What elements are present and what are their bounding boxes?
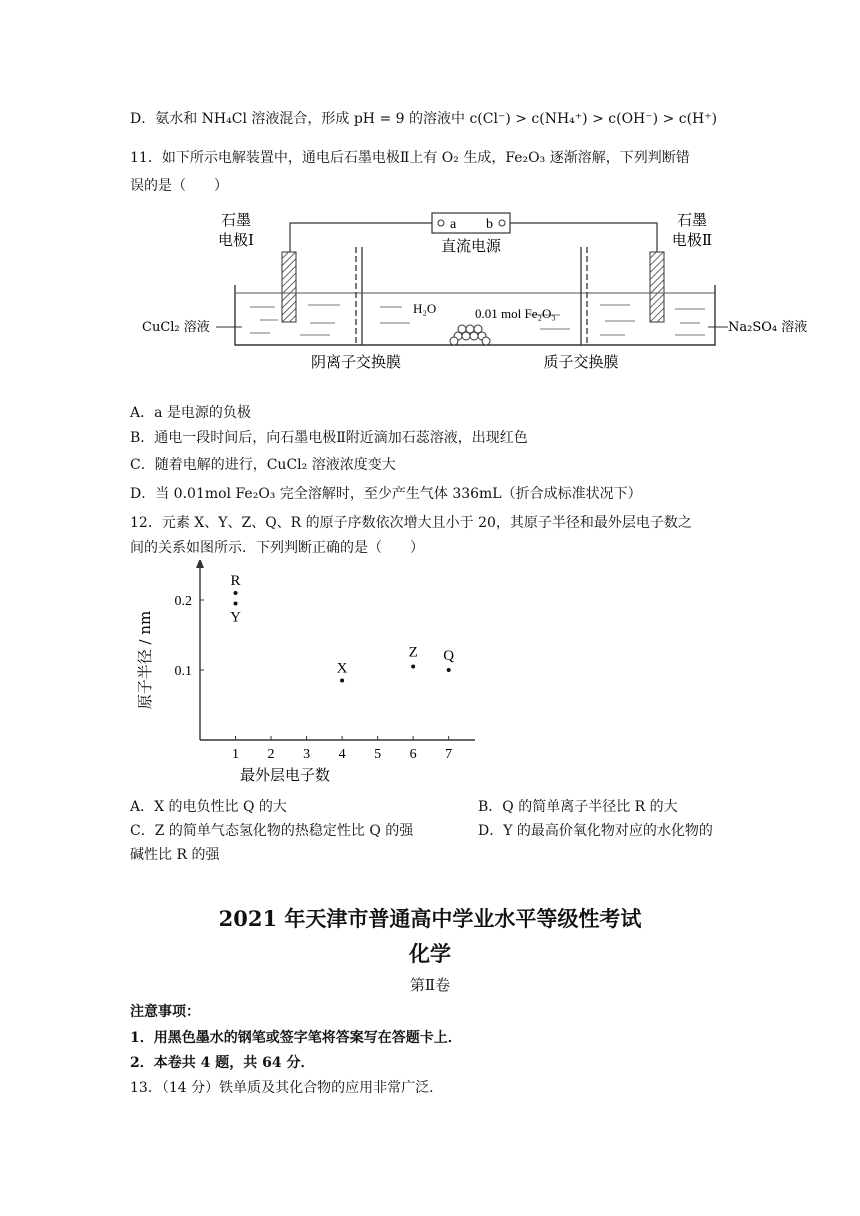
q13-stem: 13．（14 分）铁单质及其化合物的应用非常广泛． (130, 1080, 444, 1096)
y-axis-arrow (196, 560, 204, 568)
subject-title: 化学 (409, 941, 451, 966)
point-label-R: R (230, 573, 241, 589)
y-axis-label: 原子半径 / nm (136, 610, 154, 710)
notice-item-1: 1．用黑色墨水的钢笔或签字笔将答案写在答题卡上． (130, 1030, 462, 1046)
water-label: H₂O (413, 301, 437, 316)
x-tick-label: 2 (267, 747, 275, 762)
fe2o3-particles (450, 325, 490, 345)
q12-option-a: A．X 的电负性比 Q 的大 (130, 799, 287, 815)
q12-option-d: D．Y 的最高价氧化物对应的水化物的 (478, 823, 713, 839)
point-label-Z: Z (408, 644, 418, 661)
point-X (340, 679, 344, 683)
x-tick-label: 7 (445, 747, 453, 762)
right-solution-label: Na₂SO₄ 溶液 (728, 320, 808, 335)
y-tick-label: 0.2 (174, 594, 192, 609)
electrode1-label-line2: 电极Ⅰ (218, 231, 254, 249)
fe2o3-label: 0.01 mol Fe₂O₃ (475, 306, 556, 321)
x-tick-label: 4 (338, 747, 346, 762)
power-terminal-a: a (450, 217, 457, 232)
x-tick-label: 1 (232, 747, 240, 762)
x-tick-label: 3 (303, 747, 311, 762)
x-axis-label: 最外层电子数 (239, 766, 331, 784)
electrode2-label-line2: 电极Ⅱ (671, 231, 713, 249)
x-tick-label: 6 (409, 747, 417, 762)
q12-stem-line2: 间的关系如图所示．下列判断正确的是（ ） (130, 540, 424, 556)
electrode1-label-line1: 石墨 (220, 211, 252, 229)
q11-option-b: B．通电一段时间后，向石墨电极Ⅱ附近滴加石蕊溶液，出现红色 (130, 430, 528, 446)
electrode-2 (650, 252, 664, 322)
point-R (234, 591, 238, 595)
point-Q (447, 668, 451, 672)
point-Z (411, 665, 415, 669)
membrane-right-label: 质子交换膜 (543, 353, 619, 371)
point-label-Y: Y (230, 609, 241, 626)
q10-option-d: D．氨水和 NH₄Cl 溶液混合，形成 pH = 9 的溶液中 c(Cl⁻) > c(NH₄⁺) > c(OH⁻) > c(H⁺) (130, 111, 718, 127)
notice-item-2: 2．本卷共 4 题，共 64 分． (130, 1055, 315, 1071)
electrode-1 (282, 252, 296, 322)
electrolysis-diagram (130, 205, 830, 380)
radius-vs-electrons-chart (130, 560, 480, 790)
left-solution-label: CuCl₂ 溶液 (142, 320, 210, 335)
q11-stem-line1: 11．如下所示电解装置中，通电后石墨电极Ⅱ上有 O₂ 生成，Fe₂O₃ 逐渐溶解，下列判断错 (130, 150, 690, 166)
y-tick-label: 0.1 (174, 664, 192, 679)
point-Y (234, 602, 238, 606)
point-label-X: X (336, 660, 348, 677)
volume-title: 第Ⅱ卷 (409, 976, 451, 994)
power-terminal-b: b (486, 217, 493, 232)
point-label-Q: Q (443, 648, 455, 664)
power-label: 直流电源 (440, 237, 502, 255)
notice-heading: 注意事项： (130, 1004, 200, 1020)
q12-option-d-cont: 碱性比 R 的强 (130, 847, 220, 863)
q11-stem-line2: 误的是（ ） (130, 178, 228, 194)
x-tick-label: 5 (374, 747, 382, 762)
exam-title: 2021 年天津市普通高中学业水平等级性考试 (218, 906, 642, 931)
q11-option-d: D．当 0.01mol Fe₂O₃ 完全溶解时，至少产生气体 336mL（折合成标准状况下） (130, 486, 642, 502)
q11-option-a: A．a 是电源的负极 (130, 405, 251, 421)
q12-option-c: C．Z 的简单气态氢化物的热稳定性比 Q 的强 (130, 823, 414, 839)
q11-option-c: C．随着电解的进行，CuCl₂ 溶液浓度变大 (130, 457, 396, 473)
q12-stem-line1: 12．元素 X、Y、Z、Q、R 的原子序数依次增大且小于 20，其原子半径和最外层电子数之 (130, 515, 692, 531)
membrane-left-label: 阴离子交换膜 (310, 353, 402, 371)
q12-option-b: B．Q 的简单离子半径比 R 的大 (478, 799, 678, 815)
chart-axes (136, 560, 475, 784)
electrode2-label-line1: 石墨 (676, 211, 708, 229)
